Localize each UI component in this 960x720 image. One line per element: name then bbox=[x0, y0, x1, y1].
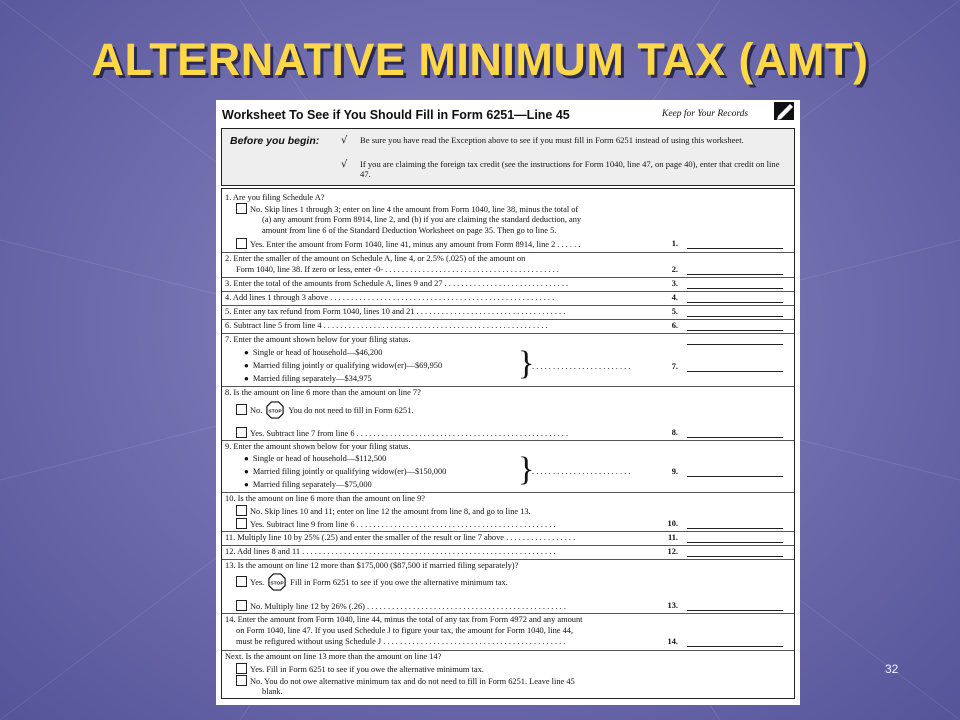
amount-line-10[interactable] bbox=[687, 528, 783, 529]
line-13-yes: Yes. STOP Fill in Form 6251 to see if you owe the alternative minimum tax. bbox=[236, 573, 677, 595]
line-number: 2. bbox=[671, 265, 678, 274]
line-4: 4. Add lines 1 through 3 above . . . . . . . . . . . . . . . . . . . . . . . . . . . . . . . . . . . . . . . . . . . . . . . . . . . . . . bbox=[225, 293, 555, 302]
brace: } bbox=[518, 451, 535, 488]
checkbox[interactable] bbox=[236, 505, 247, 516]
line-1-no: No. Skip lines 1 through 3; enter on line 4 the amount from Form 1040, line 38, minus the total of bbox=[236, 203, 677, 215]
line-3: 3. Enter the total of the amounts from Schedule A, lines 9 and 27 . . . . . . . . . . . . . . . . . . . . . . . . . . . . . . bbox=[225, 279, 569, 288]
line-number: 5. bbox=[671, 307, 678, 316]
line-number: 12. bbox=[667, 547, 678, 556]
filing-status-option: ● Single or head of household—$112,500 bbox=[244, 454, 387, 463]
next-no-cont: blank. bbox=[262, 687, 283, 696]
line-2-cont: Form 1040, line 38. If zero or less, enter -0- . . . . . . . . . . . . . . . . . . . . . . . . . . . . . . . . . . . . . . . . . . bbox=[236, 265, 559, 274]
line-12: 12. Add lines 8 and 11 . . . . . . . . . . . . . . . . . . . . . . . . . . . . . . . . . . . . . . . . . . . . . . . . . . . . . . . . . . . . . bbox=[225, 547, 556, 556]
line-number: 11. bbox=[667, 533, 678, 542]
line-number: 4. bbox=[671, 293, 678, 302]
line-14-cont: must be refigured without using Schedule J . . . . . . . . . . . . . . . . . . . . . . . . . . . . . . . . . . . . . . . . . . . . bbox=[236, 637, 566, 646]
leader-dots: . . . . . . . . . . . . . . . . . . . . . . . . bbox=[532, 467, 631, 476]
keep-records-note: Keep for Your Records bbox=[662, 109, 749, 119]
line-8-yes: Yes. Subtract line 7 from line 6 . . . . . . . . . . . . . . . . . . . . . . . . . . . . . . . . . . . . . . . . . . . . . . . . . . . bbox=[236, 427, 677, 439]
line-10: 10. Is the amount on line 6 more than the amount on line 9? bbox=[225, 494, 426, 503]
amount-line-7[interactable] bbox=[687, 371, 783, 372]
svg-text:STOP: STOP bbox=[268, 409, 283, 415]
amount-line-11[interactable] bbox=[687, 542, 783, 543]
checkbox[interactable] bbox=[236, 427, 247, 438]
filing-status-option: ● Single or head of household—$46,200 bbox=[244, 348, 383, 357]
amount-line-4[interactable] bbox=[687, 302, 783, 303]
line-8-no: No. STOP You do not need to fill in Form 6251. bbox=[236, 401, 677, 423]
worksheet-header bbox=[222, 106, 794, 124]
worksheet-body bbox=[221, 188, 795, 699]
stop-sign-icon bbox=[266, 401, 284, 419]
checkbox[interactable] bbox=[236, 203, 247, 214]
next-no: No. You do not owe alternative minimum tax and do not need to fill in Form 6251. Leave line 45 bbox=[236, 675, 677, 687]
checkbox[interactable] bbox=[236, 518, 247, 529]
line-number: 7. bbox=[671, 362, 678, 371]
amount-line-8[interactable] bbox=[687, 437, 783, 438]
before-item: If you are claiming the foreign tax credit (see the instructions for Form 1040, line 47, on page 40), enter that credit on line 47. bbox=[360, 159, 780, 179]
worksheet-form bbox=[216, 100, 800, 705]
line-number: 3. bbox=[671, 279, 678, 288]
amount-line-2[interactable] bbox=[687, 274, 783, 275]
filing-status-option: ● Married filing separately—$75,000 bbox=[244, 480, 372, 489]
line-11: 11. Multiply line 10 by 25% (.25) and enter the smaller of the result or line 7 above . . . . . . . . . . . . . . . . . bbox=[225, 533, 576, 542]
line-13-no: No. Multiply line 12 by 26% (.26) . . . . . . . . . . . . . . . . . . . . . . . . . . . . . . . . . . . . . . . . . . . . . . . . bbox=[236, 600, 677, 612]
line-1-question: 1. Are you filing Schedule A? bbox=[225, 193, 325, 202]
line-number: 10. bbox=[667, 519, 678, 528]
pencil-icon bbox=[774, 102, 794, 120]
checkbox[interactable] bbox=[236, 576, 247, 587]
check-mark-icon: √ bbox=[341, 159, 348, 170]
checkbox[interactable] bbox=[236, 600, 247, 611]
amount-line-5[interactable] bbox=[687, 316, 783, 317]
line-number: 8. bbox=[671, 428, 678, 437]
line-5: 5. Enter any tax refund from Form 1040, lines 10 and 21 . . . . . . . . . . . . . . . . . . . . . . . . . . . . . . . . . . . . bbox=[225, 307, 566, 316]
stop-sign-icon bbox=[268, 573, 286, 591]
line-number: 14. bbox=[667, 637, 678, 646]
amount-line-13[interactable] bbox=[687, 610, 783, 611]
line-1-no-cont: amount from line 6 of the Standard Deduction Worksheet on page 35. Then go to line 5. bbox=[262, 226, 557, 235]
amount-line-9[interactable] bbox=[687, 476, 783, 477]
amount-line-blank bbox=[687, 344, 783, 345]
next-yes: Yes. Fill in Form 6251 to see if you owe the alternative minimum tax. bbox=[236, 663, 677, 675]
slide-title: ALTERNATIVE MINIMUM TAX (AMT) bbox=[91, 34, 869, 85]
line-10-no: No. Skip lines 10 and 11; enter on line 12 the amount from line 8, and go to line 13. bbox=[236, 505, 677, 517]
filing-status-option: ● Married filing jointly or qualifying widow(er)—$69,950 bbox=[244, 361, 443, 370]
line-2: 2. Enter the smaller of the amount on Schedule A, line 4, or 2.5% (.025) of the amount on bbox=[225, 254, 526, 263]
worksheet-title: Worksheet To See if You Should Fill in Form 6251—Line 45 bbox=[222, 108, 570, 122]
amount-line-1[interactable] bbox=[687, 248, 783, 249]
line-number: 1. bbox=[671, 239, 678, 248]
filing-status-option: ● Married filing separately—$34,975 bbox=[244, 374, 372, 383]
before-you-begin-box bbox=[221, 128, 795, 186]
line-number: 13. bbox=[667, 601, 678, 610]
line-8: 8. Is the amount on line 6 more than the amount on line 7? bbox=[225, 388, 421, 397]
line-9: 9. Enter the amount shown below for your filing status. bbox=[225, 442, 411, 451]
page-number: 32 bbox=[885, 662, 899, 676]
line-1-yes: Yes. Enter the amount from Form 1040, line 41, minus any amount from Form 8914, line 2 . . . . . . bbox=[236, 238, 677, 250]
line-number: 6. bbox=[671, 321, 678, 330]
line-14: 14. Enter the amount from Form 1040, line 44, minus the total of any tax from Form 4972 and any amount bbox=[225, 615, 583, 624]
amount-line-14[interactable] bbox=[687, 646, 783, 647]
line-1-no-cont: (a) any amount from Form 8914, line 2, and (b) if you are claiming the standard deduction, any bbox=[262, 215, 582, 224]
amount-line-12[interactable] bbox=[687, 556, 783, 557]
checkbox[interactable] bbox=[236, 663, 247, 674]
filing-status-option: ● Married filing jointly or qualifying widow(er)—$150,000 bbox=[244, 467, 447, 476]
checkbox[interactable] bbox=[236, 238, 247, 249]
svg-text:STOP: STOP bbox=[270, 581, 284, 587]
checkbox[interactable] bbox=[236, 404, 247, 415]
line-number: 9. bbox=[671, 467, 678, 476]
brace: } bbox=[518, 345, 535, 382]
line-7: 7. Enter the amount shown below for your filing status. bbox=[225, 335, 411, 344]
checkbox[interactable] bbox=[236, 675, 247, 686]
before-label: Before you begin: bbox=[230, 135, 320, 147]
line-14-cont: on Form 1040, line 47. If you used Schedule J to figure your tax, the amount for Form 1040, line 44, bbox=[236, 626, 574, 635]
before-item: Be sure you have read the Exception above to see if you must fill in Form 6251 instead of using this worksheet. bbox=[360, 135, 744, 145]
check-mark-icon: √ bbox=[341, 135, 348, 146]
line-13: 13. Is the amount on line 12 more than $175,000 ($87,500 if married filing separately)? bbox=[225, 561, 519, 570]
leader-dots: . . . . . . . . . . . . . . . . . . . . . . . . bbox=[532, 362, 631, 371]
amount-line-6[interactable] bbox=[687, 330, 783, 331]
next-question: Next. Is the amount on line 13 more than the amount on line 14? bbox=[225, 652, 442, 661]
line-10-yes: Yes. Subtract line 9 from line 6 . . . . . . . . . . . . . . . . . . . . . . . . . . . . . . . . . . . . . . . . . . . . . . . . bbox=[236, 518, 677, 530]
line-6: 6. Subtract line 5 from line 4 . . . . . . . . . . . . . . . . . . . . . . . . . . . . . . . . . . . . . . . . . . . . . . . . . . . . . . bbox=[225, 321, 548, 330]
amount-line-3[interactable] bbox=[687, 288, 783, 289]
